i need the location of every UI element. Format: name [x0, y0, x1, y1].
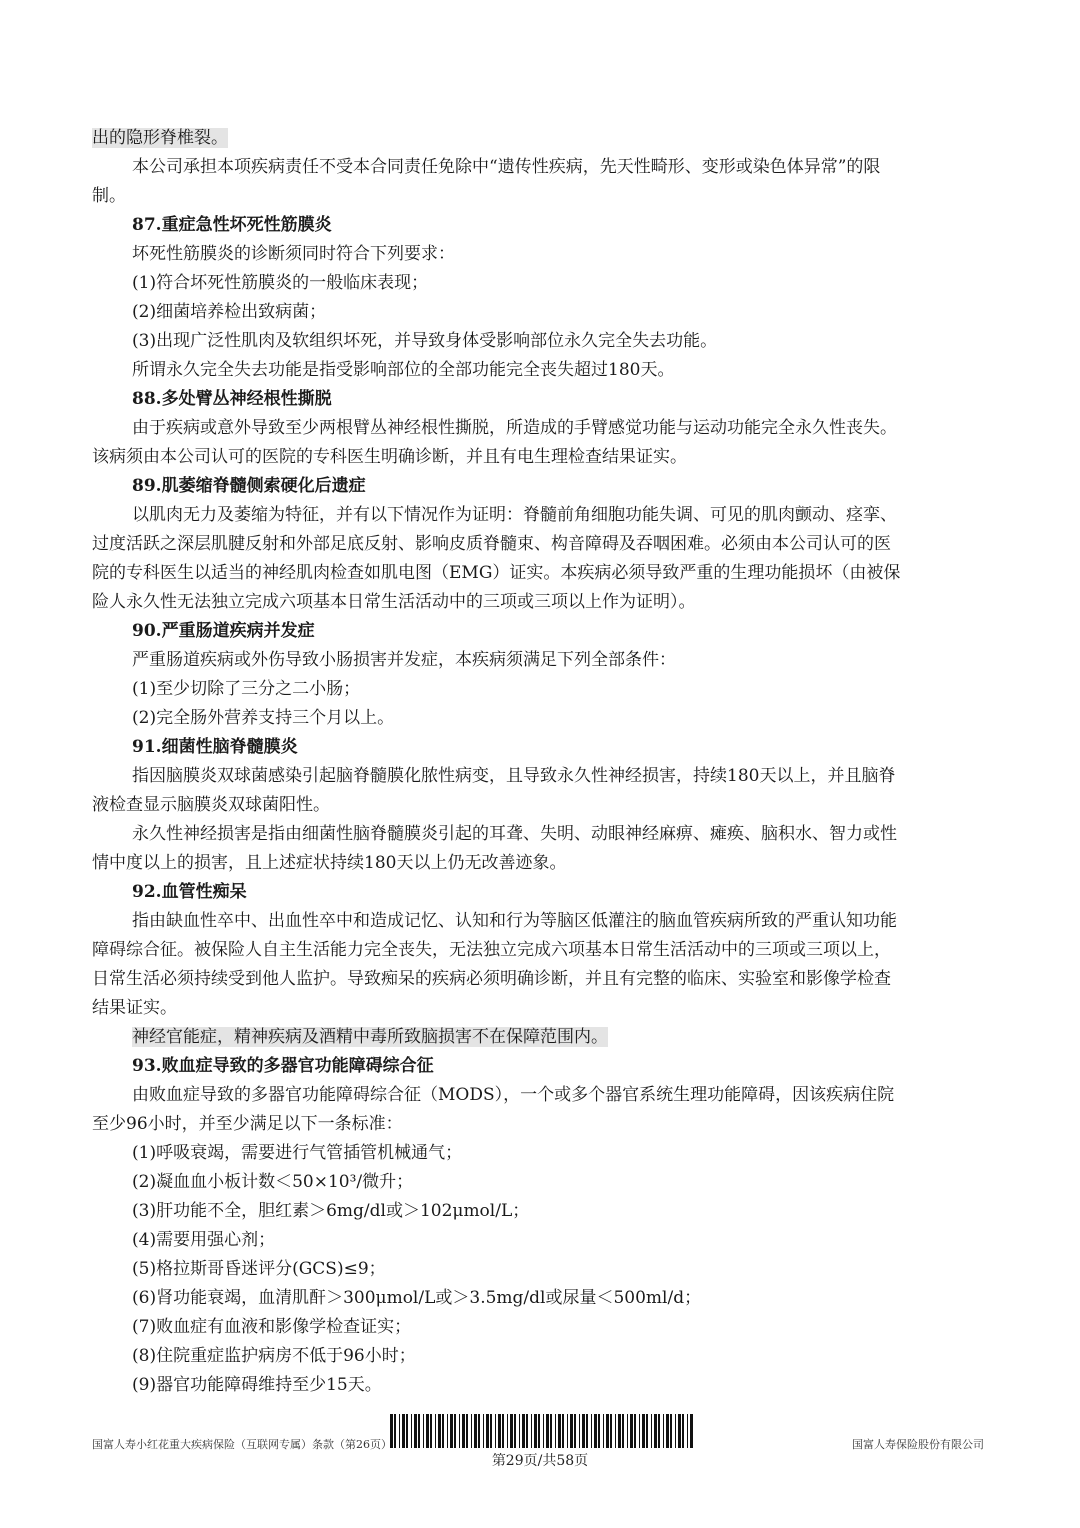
- text-line: [92, 791, 992, 820]
- line-text: (2)细菌培养检出致病菌；: [132, 302, 327, 322]
- line-text: 该病须由本公司认可的医院的专科医生明确诊断，并且有电生理检查结果证实。: [92, 447, 687, 467]
- text-line: [92, 124, 992, 153]
- line-text: (3)肝功能不全，胆红素＞6mg/dl或＞102μmol/L；: [132, 1201, 530, 1221]
- barcode-image: [388, 1414, 698, 1448]
- section-heading: [92, 472, 992, 501]
- section-heading: [92, 733, 992, 762]
- text-line: [92, 1313, 992, 1342]
- footer-left-text: 国富人寿小红花重大疾病保险（互联网专属）条款（第26页）: [92, 1438, 392, 1451]
- heading-text: 93.败血症导致的多器官功能障碍综合征: [132, 1056, 434, 1076]
- text-line: [92, 153, 992, 182]
- text-line: [92, 907, 992, 936]
- text-line: [92, 936, 992, 965]
- line-text: 由于疾病或意外导致至少两根臂丛神经根性撕脱，所造成的手臂感觉功能与运动功能完全永久性丧失。: [132, 418, 897, 438]
- line-text: (5)格拉斯哥昏迷评分(GCS)≤9；: [132, 1259, 386, 1279]
- line-text: (1)呼吸衰竭，需要进行气管插管机械通气；: [132, 1143, 463, 1163]
- page-footer: [0, 1414, 1080, 1474]
- line-text: 以肌肉无力及萎缩为特征，并有以下情况作为证明：脊髓前角细胞功能失调、可见的肌肉颤动、痉挛、: [132, 505, 897, 525]
- line-text: (2)凝血血小板计数＜50×10³/微升；: [132, 1172, 414, 1192]
- section-heading: [92, 1052, 992, 1081]
- line-text: (2)完全肠外营养支持三个月以上。: [132, 708, 395, 728]
- text-line: [92, 269, 992, 298]
- text-line: [92, 1110, 992, 1139]
- text-line: [92, 443, 992, 472]
- line-text: 坏死性筋膜炎的诊断须同时符合下列要求：: [132, 244, 455, 264]
- text-line: [92, 559, 992, 588]
- text-line: [92, 182, 992, 211]
- line-text: 指因脑膜炎双球菌感染引起脑脊髓膜化脓性病变，且导致永久性神经损害，持续180天以上，并且脑脊: [132, 766, 896, 786]
- line-text: 严重肠道疾病或外伤导致小肠损害并发症，本疾病须满足下列全部条件：: [132, 650, 676, 670]
- text-line: [92, 849, 992, 878]
- text-line: [92, 588, 992, 617]
- text-line: [92, 994, 992, 1023]
- line-text: (7)败血症有血液和影像学检查证实；: [132, 1317, 412, 1337]
- text-line: [92, 1342, 992, 1371]
- text-line: [92, 356, 992, 385]
- text-line: [92, 646, 992, 675]
- text-line: [92, 675, 992, 704]
- line-text: 所谓永久完全失去功能是指受影响部位的全部功能完全丧失超过180天。: [132, 360, 675, 380]
- page-number: 第29页/共58页: [491, 1453, 589, 1469]
- text-line: [92, 1197, 992, 1226]
- line-text: (6)肾功能衰竭，血清肌酐＞300μmol/L或＞3.5mg/dl或尿量＜500ml/d；: [132, 1288, 702, 1308]
- heading-text: 91.细菌性脑脊髓膜炎: [132, 737, 298, 757]
- document-body: [92, 124, 992, 1400]
- text-line: [92, 327, 992, 356]
- line-text: 出的隐形脊椎裂。: [92, 128, 228, 148]
- text-line: [92, 414, 992, 443]
- section-heading: [92, 617, 992, 646]
- text-line: [92, 1168, 992, 1197]
- line-text: (1)至少切除了三分之二小肠；: [132, 679, 361, 699]
- text-line: [92, 965, 992, 994]
- text-line: [92, 298, 992, 327]
- footer-right-text: 国富人寿保险股份有限公司: [852, 1438, 984, 1451]
- heading-text: 88.多处臂丛神经根性撕脱: [132, 389, 332, 409]
- heading-text: 90.严重肠道疾病并发症: [132, 621, 315, 641]
- line-text: (9)器官功能障碍维持至少15天。: [132, 1375, 382, 1395]
- text-line: [92, 1226, 992, 1255]
- line-text: 情中度以上的损害，且上述症状持续180天以上仍无改善迹象。: [92, 853, 567, 873]
- text-line: [92, 1023, 992, 1052]
- line-text: 障碍综合征。被保险人自主生活能力完全丧失，无法独立完成六项基本日常生活活动中的三项或三项以上，: [92, 940, 891, 960]
- section-heading: [92, 385, 992, 414]
- section-heading: [92, 211, 992, 240]
- line-text: 结果证实。: [92, 998, 177, 1018]
- heading-text: 89.肌萎缩脊髓侧索硬化后遗症: [132, 476, 366, 496]
- line-text: (3)出现广泛性肌肉及软组织坏死，并导致身体受影响部位永久完全失去功能。: [132, 331, 718, 351]
- line-text: 制。: [92, 186, 126, 206]
- text-line: [92, 501, 992, 530]
- line-text: 神经官能症，精神疾病及酒精中毒所致脑损害不在保障范围内。: [132, 1027, 608, 1047]
- section-heading: [92, 878, 992, 907]
- line-text: (4)需要用强心剂；: [132, 1230, 276, 1250]
- text-line: [92, 240, 992, 269]
- line-text: 院的专科医生以适当的神经肌肉检查如肌电图（EMG）证实。本疾病必须导致严重的生理功能损坏（由被保: [92, 563, 901, 583]
- line-text: 永久性神经损害是指由细菌性脑脊髓膜炎引起的耳聋、失明、动眼神经麻痹、瘫痪、脑积水、智力或性: [132, 824, 897, 844]
- text-line: [92, 1255, 992, 1284]
- line-text: 险人永久性无法独立完成六项基本日常生活活动中的三项或三项以上作为证明）。: [92, 592, 696, 612]
- heading-text: 92.血管性痴呆: [132, 882, 247, 902]
- text-line: [92, 820, 992, 849]
- line-text: 日常生活必须持续受到他人监护。导致痴呆的疾病必须明确诊断，并且有完整的临床、实验室和影像学检查: [92, 969, 891, 989]
- line-text: (8)住院重症监护病房不低于96小时；: [132, 1346, 416, 1366]
- line-text: 本公司承担本项疾病责任不受本合同责任免除中“遗传性疾病，先天性畸形、变形或染色体异常”的限: [132, 157, 881, 177]
- text-line: [92, 1371, 992, 1400]
- text-line: [92, 530, 992, 559]
- line-text: 液检查显示脑膜炎双球菌阳性。: [92, 795, 330, 815]
- line-text: 过度活跃之深层肌腱反射和外部足底反射、影响皮质脊髓束、构音障碍及吞咽困难。必须由本公司认可的医: [92, 534, 891, 554]
- text-line: [92, 1284, 992, 1313]
- heading-text: 87.重症急性坏死性筋膜炎: [132, 215, 332, 235]
- line-text: 至少96小时，并至少满足以下一条标准：: [92, 1114, 403, 1134]
- text-line: [92, 704, 992, 733]
- line-text: 由败血症导致的多器官功能障碍综合征（MODS），一个或多个器官系统生理功能障碍，因该疾病住院: [132, 1085, 895, 1105]
- text-line: [92, 762, 992, 791]
- text-line: [92, 1081, 992, 1110]
- line-text: (1)符合坏死性筋膜炎的一般临床表现；: [132, 273, 429, 293]
- text-line: [92, 1139, 992, 1168]
- line-text: 指由缺血性卒中、出血性卒中和造成记忆、认知和行为等脑区低灌注的脑血管疾病所致的严重认知功能: [132, 911, 897, 931]
